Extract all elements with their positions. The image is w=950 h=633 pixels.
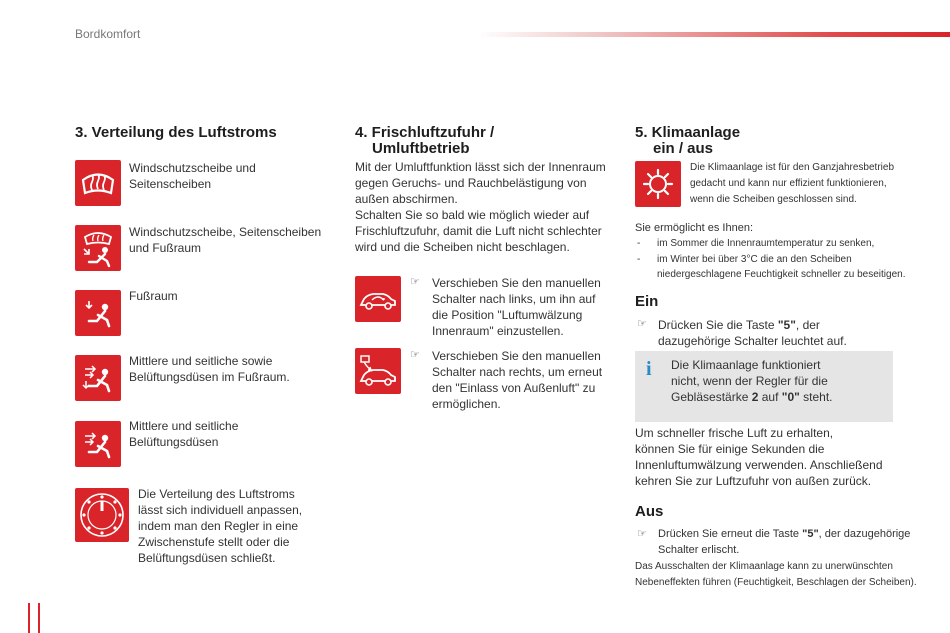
fresh-2: können Sie für einige Sekunden die <box>635 442 825 456</box>
info-line3-mid: auf <box>758 390 782 404</box>
on-line1-post: , der <box>795 318 820 332</box>
vents-feet-icon <box>75 355 121 401</box>
on-line1-pre: Drücken Sie die Taste <box>658 318 778 332</box>
recirculation-icon <box>355 276 401 322</box>
step1-bullet: ☞ <box>410 276 420 288</box>
step1-line2: Schalter nach links, um ihn auf <box>432 292 596 306</box>
section5-intro-1: Die Klimaanlage ist für den Ganzjahresbetrieb <box>690 162 894 173</box>
off-note2: Nebeneffekten führen (Feuchtigkeit, Beschlagen der Scheiben). <box>635 577 917 588</box>
off-line2: Schalter erlischt. <box>658 544 740 556</box>
on-key: "5" <box>777 318 796 332</box>
info-line1: Die Klimaanlage funktioniert <box>671 358 821 372</box>
on-line1 <box>658 317 820 333</box>
off-line1-pre: Drücken Sie erneut die Taste <box>658 528 803 540</box>
on-heading: Ein <box>635 293 659 310</box>
list2-text-a: im Winter bei über 3°C die an den Scheiben <box>657 254 852 265</box>
off-line1 <box>658 527 910 543</box>
dial-line1: Die Verteilung des Luftstroms <box>138 487 295 501</box>
item4-line2: Belüftungsdüsen im Fußraum. <box>129 370 290 384</box>
off-bullet: ☞ <box>637 528 647 540</box>
item3-line1: Fußraum <box>129 289 178 303</box>
item5-line2: Belüftungsdüsen <box>129 435 219 449</box>
section4-title-line1: 4. Frischluftzufuhr / <box>355 124 495 141</box>
step2-bullet: ☞ <box>410 349 420 361</box>
step2-line1: Verschieben Sie den manuellen <box>432 349 601 363</box>
enables-label: Sie ermöglicht es Ihnen: <box>635 222 754 234</box>
item1-line1: Windschutzscheibe und <box>129 161 256 175</box>
feet-icon <box>75 290 121 336</box>
step2-line3: den "Einlass von Außenluft" zu <box>432 381 596 395</box>
header-title: Bordkomfort <box>75 27 141 41</box>
off-key: "5" <box>802 528 819 540</box>
section4-intro-6: wird und die Scheiben nicht beschlagen. <box>355 240 570 254</box>
step1-line4: Innenraum" einzustellen. <box>432 324 564 338</box>
section5-intro-3: wenn die Scheiben geschlossen sind. <box>690 194 857 205</box>
section5-title-line2: ein / aus <box>653 140 714 157</box>
section4-intro-3: außen abschirmen. <box>355 192 458 206</box>
page-edge-mark <box>28 603 40 633</box>
section4-intro-5: Frischluftzufuhr, damit die Luft nicht schlechter <box>355 224 602 238</box>
dial-line2: lässt sich individuell anpassen, <box>138 503 303 517</box>
fresh-3: Innenluftumwälzung verwenden. Anschließend <box>635 458 883 472</box>
fresh-air-icon <box>355 348 401 394</box>
section4-intro-2: gegen Geruchs- und Rauchbelästigung von <box>355 176 587 190</box>
fresh-1: Um schneller frische Luft zu erhalten, <box>635 426 834 440</box>
info-line3-pre: Gebläsestärke <box>671 390 752 404</box>
step2-line2: Schalter nach rechts, um erneut <box>432 365 603 379</box>
step1-line3: die Position "Luftumwälzung <box>432 308 583 322</box>
item2-line1: Windschutzscheibe, Seitenscheiben <box>129 225 322 239</box>
step1-line1: Verschieben Sie den manuellen <box>432 276 601 290</box>
list2-dash: - <box>637 254 641 265</box>
distribution-dial-icon <box>75 488 129 542</box>
section4-intro-4: Schalten Sie so bald wie möglich wieder auf <box>355 208 590 222</box>
vents-icon <box>75 421 121 467</box>
windshield-defrost-icon <box>75 160 121 206</box>
dial-line3: indem man den Regler in eine <box>138 519 299 533</box>
section4-title-line2: Umluftbetrieb <box>372 140 470 157</box>
info-level: 2 <box>751 390 759 404</box>
snowflake-icon <box>635 161 681 207</box>
off-note1: Das Ausschalten der Klimaanlage kann zu unerwünschten <box>635 561 893 572</box>
on-line2: dazugehörige Schalter leuchtet auf. <box>658 334 847 348</box>
on-bullet: ☞ <box>637 318 647 330</box>
info-line2: nicht, wenn der Regler für die <box>671 374 828 388</box>
dial-line5: Belüftungsdüsen schließt. <box>138 551 276 565</box>
info-zero: "0" <box>781 390 800 404</box>
off-heading: Aus <box>635 503 664 520</box>
info-line3-post: steht. <box>799 390 833 404</box>
section5-intro-2: gedacht und kann nur effizient funktionieren, <box>690 178 887 189</box>
item1-line2: Seitenscheiben <box>129 177 212 191</box>
item4-line1: Mittlere und seitliche sowie <box>129 354 273 368</box>
info-line3 <box>671 389 833 405</box>
windshield-feet-icon <box>75 225 121 271</box>
info-icon: i <box>646 358 652 380</box>
section5-title-line1: 5. Klimaanlage <box>635 124 741 141</box>
item5-line1: Mittlere und seitliche <box>129 419 239 433</box>
list2-text-b: niedergeschlagene Feuchtigkeit schneller zu beseitigen. <box>657 269 906 280</box>
step2-line4: ermöglichen. <box>432 397 501 411</box>
section3-title: 3. Verteilung des Luftstroms <box>75 124 277 141</box>
dial-line4: Zwischenstufe stellt oder die <box>138 535 290 549</box>
fresh-4: kehren Sie zur Luftzufuhr von außen zurück. <box>635 474 872 488</box>
list1-dash: - <box>637 238 641 249</box>
item2-line2: und Fußraum <box>129 241 202 255</box>
section4-intro-1: Mit der Umluftfunktion lässt sich der Innenraum <box>355 160 606 174</box>
list1-text: im Sommer die Innenraumtemperatur zu senken, <box>657 238 875 249</box>
off-line1-post: , der dazugehörige <box>818 528 911 540</box>
header-accent-bar <box>478 32 950 37</box>
